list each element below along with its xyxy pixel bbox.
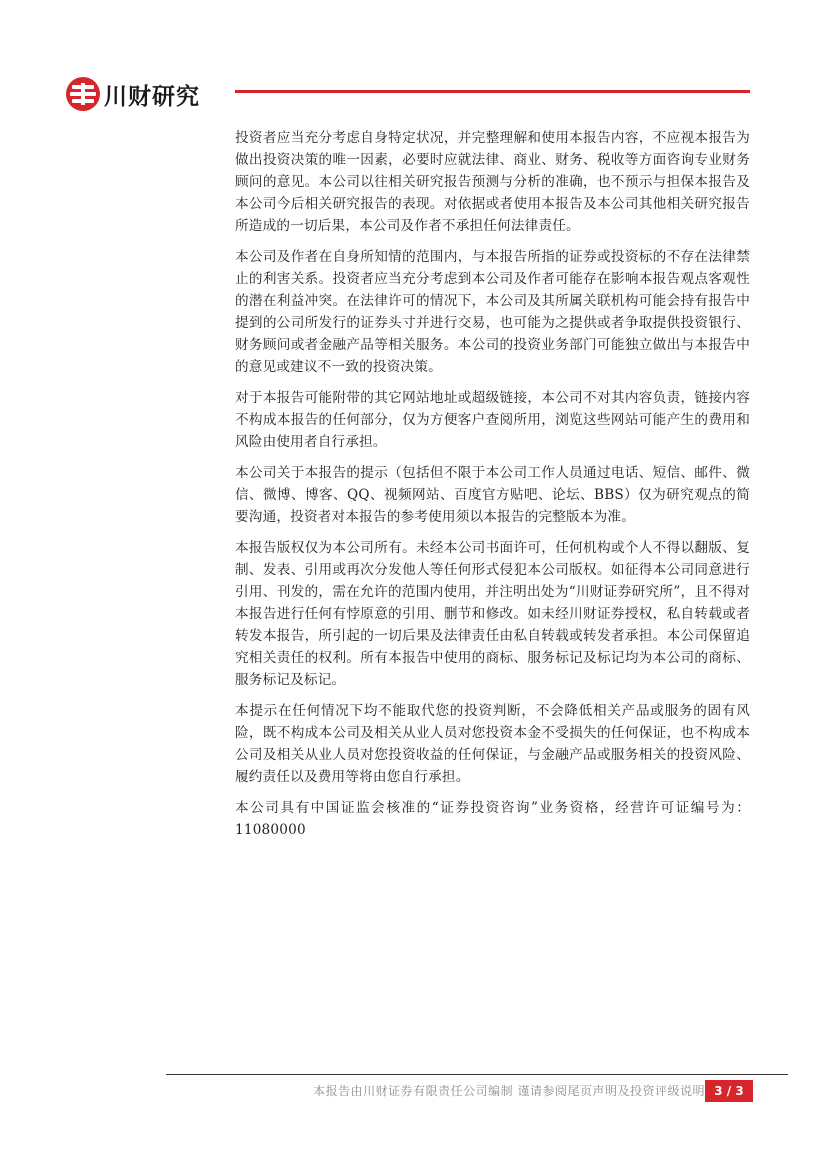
footer-divider [166, 1074, 788, 1075]
footer-note: 本报告由川财证券有限责任公司编制 谨请参阅尾页声明及投资评级说明 [313, 1084, 705, 1098]
paragraph-4: 本公司关于本报告的提示（包括但不限于本公司工作人员通过电话、短信、邮件、微信、微博、博客、QQ、视频网站、百度官方贴吧、论坛、BBS）仅为研究观点的简要沟通，投资者对本报告的参考使用须以本报告的完整版本为准。 [235, 465, 750, 525]
logo-icon [66, 77, 100, 111]
page-header [0, 0, 827, 130]
paragraph-7: 本公司具有中国证监会核准的“证券投资咨询”业务资格，经营许可证编号为：11080000 [235, 800, 750, 838]
disclaimer-body [235, 127, 750, 850]
header-divider [235, 90, 750, 93]
paragraph-3: 对于本报告可能附带的其它网站地址或超级链接，本公司不对其内容负责，链接内容不构成本报告的任何部分，仅为方便客户查阅所用，浏览这些网站可能产生的费用和风险由使用者自行承担。 [235, 390, 750, 450]
paragraph-5: 本报告版权仅为本公司所有。未经本公司书面许可，任何机构或个人不得以翻版、复制、发表、引用或再次分发他人等任何形式侵犯本公司版权。如征得本公司同意进行引用、刊发的，需在允许的范围内使用，并注明出处为“川财证券研究所”，且不得对本报告进行任何有悖原意的引用、删节和修改。如未经川财证券授权，私自转载或者转发本报告，所引起的一切后果及法律责任由私自转载或转发者承担。本公司保留追究相关责任的权利。所有本报告中使用的商标、服务标记及标记均为本公司的商标、服务标记及标记。 [235, 540, 750, 688]
paragraph-6: 本提示在任何情况下均不能取代您的投资判断，不会降低相关产品或服务的固有风险，既不构成本公司及相关从业人员对您投资本金不受损失的任何保证，也不构成本公司及相关从业人员对您投资收益的任何保证，与金融产品或服务相关的投资风险、履约责任以及费用等将由您自行承担。 [235, 703, 750, 785]
paragraph-2: 本公司及作者在自身所知情的范围内，与本报告所指的证券或投资标的不存在法律禁止的利害关系。投资者应当充分考虑到本公司及作者可能存在影响本报告观点客观性的潜在利益冲突。在法律许可的情况下，本公司及其所属关联机构可能会持有报告中提到的公司所发行的证券头寸并进行交易，也可能为之提供或者争取提供投资银行、财务顾问或者金融产品等相关服务。本公司的投资业务部门可能独立做出与本报告中的意见或建议不一致的投资决策。 [235, 249, 750, 375]
company-logo [66, 77, 200, 111]
page-number-badge: 3 / 3 [705, 1080, 753, 1102]
logo-text: 川财研究 [104, 83, 200, 110]
paragraph-1: 投资者应当充分考虑自身特定状况，并完整理解和使用本报告内容，不应视本报告为做出投资决策的唯一因素，必要时应就法律、商业、财务、税收等方面咨询专业财务顾问的意见。本公司以往相关研究报告预测与分析的准确，也不预示与担保本报告及本公司今后相关研究报告的表现。对依据或者使用本报告及本公司其他相关研究报告所造成的一切后果，本公司及作者不承担任何法律责任。 [235, 130, 750, 234]
